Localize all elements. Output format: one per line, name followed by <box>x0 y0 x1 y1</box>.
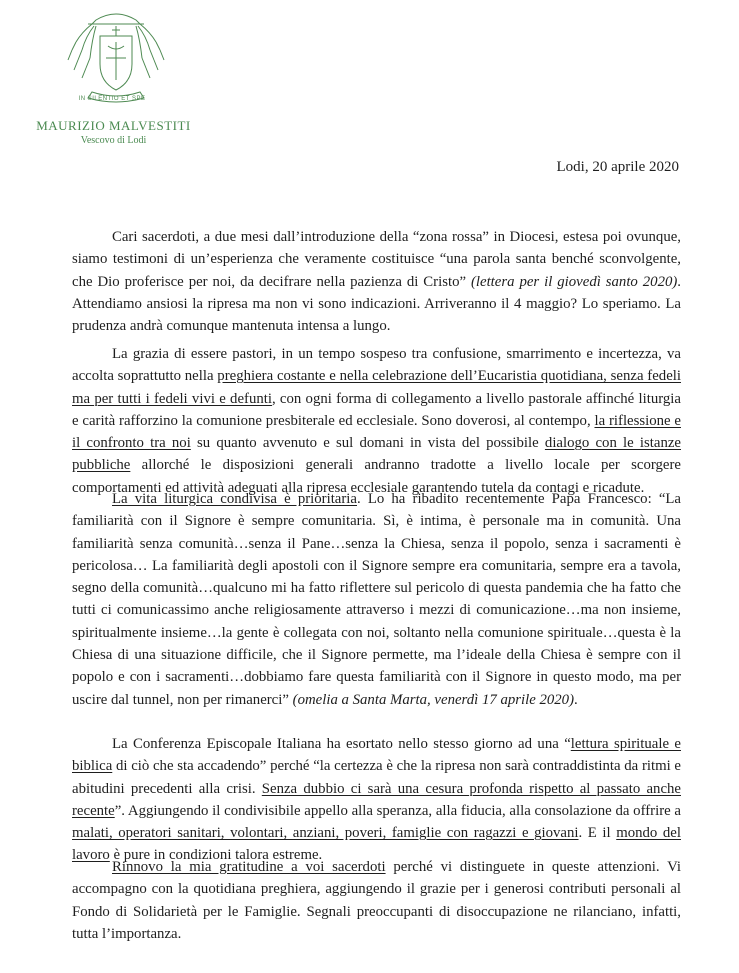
bishop-title: Vescovo di Lodi <box>80 135 147 146</box>
paragraph-text: ”. Aggiungendo il condivisibile appello alla speranza, alla fiducia, alla consolazione da offrire a <box>114 802 681 819</box>
underlined-phrase: preghiera costante e nella celebrazione dell’Eucaristia quotidiana, senza fedeli ma per tutti i fedeli vivi e defunti <box>72 368 681 407</box>
paragraph-1 <box>72 226 681 337</box>
paragraph-text: . E il <box>578 825 617 842</box>
citation: (lettera per il giovedì santo 2020) <box>470 273 678 290</box>
dateline: Lodi, 20 aprile 2020 <box>556 159 679 175</box>
underlined-phrase: la riflessione e il confronto tra noi <box>72 412 681 452</box>
paragraph-text: allorché le disposizioni generali andranno tradotte a livello locale per scorgere comportamenti ed attività adeguati alla ripresa ecclesiale garantendo tutela da contagi e ricadute. <box>72 457 681 496</box>
paragraph-text: La Conferenza Episcopale Italiana ha esortato nello stesso giorno ad una “ <box>112 736 571 752</box>
motto-ribbon: IN SILENTIO ET SPE <box>78 96 146 102</box>
underlined-phrase: mondo del lavoro <box>72 825 681 864</box>
underlined-phrase: dialogo con le istanze pubbliche <box>72 435 681 474</box>
paragraph-text: Cari sacerdoti, a due mesi dall’introduzione della “zona rossa” in Diocesi, estesa poi ovunque, siamo testimoni di un’esperienza che veramente costituisce “una parola santa benché sconvolgente, che Dio proferisce per noi, da decifrare nella pazienza di Cristo” <box>72 229 681 290</box>
paragraph-text: di ciò che sta accadendo” perché “la certezza è che la ripresa non sarà contraddistinta da ritmi e abitudini precedenti alla crisi. <box>72 758 681 797</box>
paragraph-2 <box>72 343 681 499</box>
paragraph-text: perché vi distinguete in queste attenzioni. Vi accompagno con la quotidiana preghiera, aggiungendo il grazie per i generosi contributi personali al Fondo di Solidarietà per le Famiglie. Segnali preoccupanti di disoccupazione ne rilanciano, infatti, tutta l’importanza. <box>72 859 681 942</box>
underlined-phrase: Rinnovo la mia gratitudine a voi sacerdoti <box>112 859 386 875</box>
paragraph-text: , con ogni forma di collegamento a livello pastorale affinché liturgia e carità rafforzino la comunione presbiterale ed ecclesiale. Sono doverosi, al contempo, <box>72 390 681 429</box>
underlined-phrase: La vita liturgica condivisa è prioritaria <box>112 491 357 507</box>
underlined-phrase: malati, operatori sanitari, volontari, anziani, poveri, famiglie con ragazzi e giovani <box>72 825 579 842</box>
paragraph-text: è pure in condizioni talora estreme. <box>109 847 323 864</box>
paragraph-3 <box>72 488 681 711</box>
paragraph-text: La grazia di essere pastori, in un tempo sospeso tra confusione, smarrimento e incertezza, va accolta soprattutto nella <box>72 346 681 385</box>
paragraph-text: . <box>574 691 578 708</box>
paragraph-5 <box>72 856 681 945</box>
paragraph-text: . Lo ha ribadito recentemente Papa Francesco: “La familiarità con il Signore è sempre comunitaria. Sì, è intima, è personale ma in comunità. Una familiarità senza comunità…senza il Pane…senza la Chiesa, senza il popolo, senza i sacramenti è pericolosa… La familiarità degli apostoli con il Signore sempre era comunitaria, sempre era a tavola, segno della comunità…qualcuno mi ha fatto riflettere sul pericolo di questa pandemia che ha fatto che tutti ci comunicassimo anche religiosamente attraverso i mezzi di comunicazione…ma non insieme, spiritualmente insieme…la gente è collegata con noi, soltanto nella comunione spirituale…questa è la Chiesa di una situazione difficile, che il Signore permette, ma l’ideale della Chiesa è sempre con il popolo e con i sacramenti…dobbiamo fare questa familiarità con il Signore in questo modo, ma per uscire dal tunnel, non per rimanerci” <box>72 491 681 708</box>
citation: (omelia a Santa Marta, venerdì 17 aprile 2020) <box>292 691 575 708</box>
paragraph-text: . Attendiamo ansiosi la ripresa ma non vi sono indicazioni. Arriveranno il 4 maggio? Lo speriamo. La prudenza andrà comunque mantenuta intensa a lungo. <box>72 273 681 335</box>
paragraph-4 <box>72 733 681 867</box>
underlined-phrase: Senza dubbio ci sarà una cesura profonda rispetto al passato anche recente <box>72 780 681 819</box>
bishop-name: MAURIZIO MALVESTITI <box>36 118 191 133</box>
underlined-phrase: lettura spirituale e biblica <box>72 736 681 775</box>
paragraph-text: su quanto avvenuto e sul domani in vista del possibile <box>190 435 545 452</box>
